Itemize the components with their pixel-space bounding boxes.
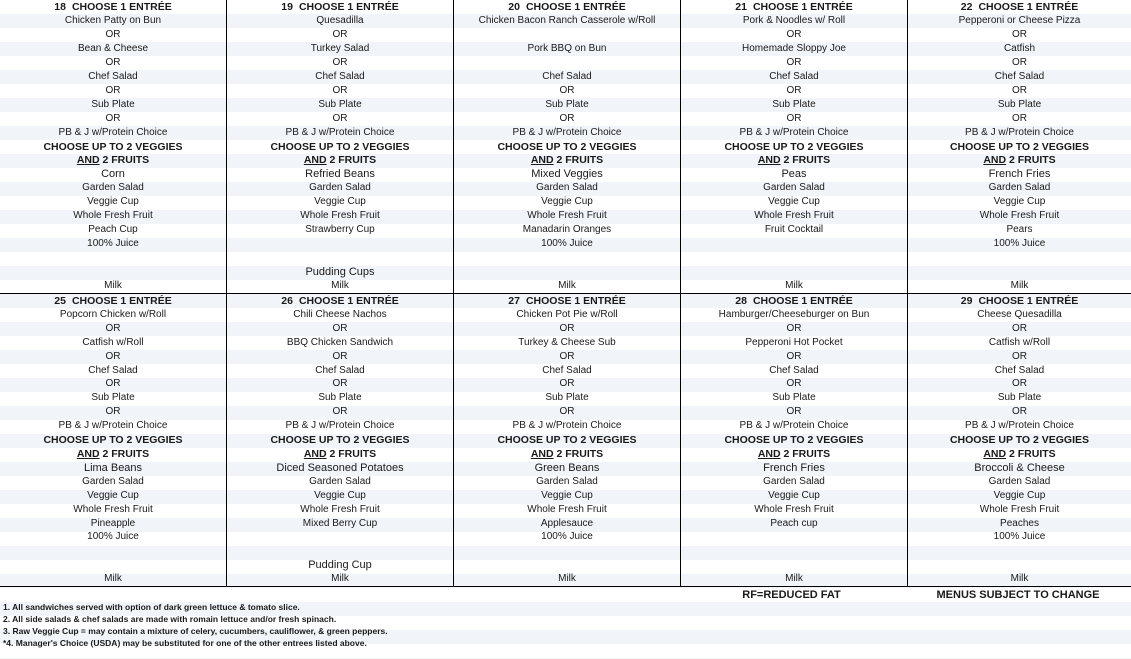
side-item: Whole Fresh Fruit [979,503,1060,515]
side-item: Garden Salad [309,475,371,487]
and-word: AND [76,154,100,167]
or-separator: OR [105,406,121,418]
side-item: Pudding Cup [308,559,372,572]
entree-option: Chef Salad [994,70,1045,82]
day-header [454,294,680,308]
side-item: 100% Juice [541,238,593,250]
entree-option: Chef Salad [994,364,1045,376]
and-word: AND [757,154,781,167]
entree-option: Sub Plate [545,392,589,404]
side-item: Veggie Cup [314,196,366,208]
or-separator: OR [786,322,802,334]
fruits-heading [454,153,680,167]
fruits-text: 2 FRUITS [326,447,377,460]
milk-item: Milk [331,280,349,292]
side-item: Garden Salad [82,182,144,194]
fruits-heading [681,153,907,167]
side-item [454,558,680,572]
fruits-heading [908,153,1131,167]
side-item: Veggie Cup [314,489,366,501]
day-header-label: CHOOSE 1 ENTRÉE [525,1,626,13]
milk-item: Milk [1010,280,1029,292]
or-separator: OR [559,322,575,334]
side-item: Peach Cup [88,224,138,236]
side-item [681,558,907,572]
day-column [454,294,681,586]
day-header-label: CHOOSE 1 ENTRÉE [978,295,1079,307]
entree-option: Chef Salad [315,70,365,82]
day-header [227,0,453,14]
side-item: Peas [781,168,807,181]
entree-option: Pepperoni Hot Pocket [745,336,843,348]
or-separator: OR [1012,350,1027,362]
day-date: 18 [54,1,66,13]
side-item: Diced Seasoned Potatoes [276,461,404,474]
entree-option: PB & J w/Protein Choice [739,126,849,138]
side-item [681,265,907,279]
side-item: Veggie Cup [87,489,139,501]
or-separator: OR [786,406,802,418]
side-item: Pineapple [90,517,136,529]
day-column [908,0,1131,293]
day-date: 22 [960,1,973,13]
or-separator: OR [1012,112,1027,124]
entree-option: Chicken Patty on Bun [64,14,162,26]
entree-option: PB & J w/Protein Choice [58,126,168,138]
entree-option: Catfish [1003,42,1036,54]
or-separator: OR [332,350,348,362]
side-item [908,251,1131,265]
side-item: Applesauce [540,517,594,529]
day-header-label: CHOOSE 1 ENTRÉE [978,1,1079,13]
day-header-label: CHOOSE 1 ENTRÉE [752,295,853,307]
side-item: French Fries [763,461,825,474]
or-separator: OR [786,378,802,390]
side-item: Veggie Cup [993,196,1046,208]
day-header [0,294,226,308]
or-separator: OR [559,350,575,362]
day-header-label: CHOOSE 1 ENTRÉE [752,1,853,13]
day-date: 27 [508,295,520,307]
day-date: 28 [735,295,747,307]
entree-option: PB & J w/Protein Choice [512,420,622,432]
side-item [681,530,907,544]
veggies-heading: CHOOSE UP TO 2 VEGGIES [724,140,864,153]
and-word: AND [303,447,327,460]
fruits-text: 2 FRUITS [1006,447,1056,460]
side-item: Garden Salad [536,182,598,194]
entree-option: Sub Plate [772,392,816,404]
entree-option: BBQ Chicken Sandwich [286,336,394,348]
side-item: 100% Juice [993,238,1046,250]
or-separator: OR [105,322,121,334]
or-separator: OR [559,378,575,390]
or-separator: OR [105,84,121,96]
side-item [454,265,680,279]
day-column [0,0,227,293]
fruits-text: 2 FRUITS [99,154,150,167]
or-separator: OR [1012,28,1027,40]
or-separator: OR [1012,84,1027,96]
veggies-heading: CHOOSE UP TO 2 VEGGIES [497,140,637,153]
entree-option: PB & J w/Protein Choice [965,126,1074,138]
side-item: Veggie Cup [87,196,139,208]
day-header [908,0,1131,14]
fruits-text: 2 FRUITS [553,154,604,167]
entree-option: Chef Salad [542,364,592,376]
veggies-heading: CHOOSE UP TO 2 VEGGIES [724,434,864,447]
side-item [0,558,226,572]
day-date: 20 [508,1,520,13]
milk-item: Milk [1010,573,1029,585]
fruits-heading [227,153,453,167]
fruits-heading [908,447,1131,461]
side-item: Pears [1006,224,1033,236]
side-item: Garden Salad [988,182,1051,194]
fruits-heading [227,447,453,461]
day-header-label: CHOOSE 1 ENTRÉE [298,1,399,13]
entree-option: Popcorn Chicken w/Roll [59,308,167,320]
entree-option: Chef Salad [88,364,138,376]
footnote: 1. All sandwiches served with option of dark green lettuce & tomato slice. [3,602,300,612]
side-item: Peach cup [770,517,818,529]
or-separator: OR [786,350,802,362]
veggies-heading: CHOOSE UP TO 2 VEGGIES [949,434,1090,447]
side-item: 100% Juice [993,531,1046,543]
milk-item: Milk [104,573,122,585]
day-header-label: CHOOSE 1 ENTRÉE [525,295,626,307]
side-item: Green Beans [534,461,600,474]
and-word: AND [757,447,781,460]
or-separator: OR [332,406,348,418]
entree-option: Sub Plate [318,392,362,404]
entree-option: PB & J w/Protein Choice [285,420,395,432]
milk-item: Milk [785,280,803,292]
day-column [908,294,1131,586]
entree-option: Chicken Bacon Ranch Casserole w/Roll [478,14,656,26]
entree-option: Catfish w/Roll [988,336,1051,348]
footnote: *4. Manager's Choice (USDA) may be substituted for one of the other entrees listed above. [3,638,367,648]
side-item [908,558,1131,572]
fruits-text: 2 FRUITS [553,447,604,460]
side-item [227,251,453,265]
or-separator: OR [332,84,348,96]
or-separator: OR [332,322,348,334]
week-row-2 [0,294,1131,587]
entree-option: Chicken Pot Pie w/Roll [516,308,618,320]
day-column [681,294,908,586]
side-item: Garden Salad [309,182,371,194]
side-item [454,544,680,558]
side-item [681,237,907,251]
and-word: AND [983,154,1007,167]
milk-item: Milk [558,573,576,585]
side-item: Garden Salad [988,475,1051,487]
side-item: Whole Fresh Fruit [73,210,153,222]
side-item [0,265,226,279]
side-item [908,544,1131,558]
side-item: Whole Fresh Fruit [300,210,380,222]
veggies-heading: CHOOSE UP TO 2 VEGGIES [949,140,1090,153]
fruits-text: 2 FRUITS [1006,154,1056,167]
entree-option: PB & J w/Protein Choice [965,420,1074,432]
entree-option [454,56,680,70]
entree-option: Sub Plate [997,392,1042,404]
milk-item: Milk [785,573,803,585]
side-item: Strawberry Cup [305,224,375,236]
day-column [454,0,681,293]
day-date: 21 [735,1,747,13]
or-separator: OR [105,378,121,390]
fruits-heading [681,447,907,461]
side-item: Veggie Cup [993,489,1046,501]
entree-option: Sub Plate [91,98,135,110]
entree-option: Chef Salad [769,364,819,376]
day-column [681,0,908,293]
entree-option: Hamburger/Cheeseburger on Bun [718,308,870,320]
or-separator: OR [105,28,121,40]
entree-option: Chef Salad [769,70,819,82]
milk-item: Milk [104,280,122,292]
milk-item: Milk [558,280,576,292]
entree-option: Homemade Sloppy Joe [742,42,846,54]
day-date: 19 [281,1,293,13]
or-separator: OR [786,28,802,40]
side-item: Garden Salad [82,475,144,487]
veggies-heading: CHOOSE UP TO 2 VEGGIES [497,434,637,447]
side-item: Whole Fresh Fruit [300,503,380,515]
footer-labels [0,587,1131,601]
entree-option: Pork BBQ on Bun [527,42,607,54]
fruits-text: 2 FRUITS [326,154,377,167]
side-item: Garden Salad [763,475,825,487]
side-item [681,544,907,558]
day-date: 29 [960,295,973,307]
side-item: Pudding Cups [305,266,375,279]
side-item: Mixed Berry Cup [302,517,378,529]
entree-option: PB & J w/Protein Choice [739,420,849,432]
side-item: Veggie Cup [541,196,593,208]
or-separator: OR [559,84,575,96]
side-item: Garden Salad [763,182,825,194]
day-header-label: CHOOSE 1 ENTRÉE [298,295,399,307]
or-separator: OR [786,84,802,96]
side-item: Whole Fresh Fruit [754,503,834,515]
day-header-label: CHOOSE 1 ENTRÉE [71,1,172,13]
day-column [227,0,454,293]
veggies-heading: CHOOSE UP TO 2 VEGGIES [43,434,183,447]
entree-option: Sub Plate [545,98,589,110]
fruits-heading [0,153,226,167]
entree-option: Chili Cheese Nachos [293,308,387,320]
day-header [227,294,453,308]
entree-option: Cheese Quesadilla [977,308,1062,320]
side-item: 100% Juice [87,531,139,543]
side-item [227,237,453,251]
footnote: 2. All side salads & chef salads are made with romain lettuce and/or fresh spinach. [3,614,337,624]
entree-option: Turkey Salad [310,42,370,54]
entree-option: Chef Salad [542,70,592,82]
entree-option: Sub Plate [772,98,816,110]
side-item: 100% Juice [87,238,139,250]
day-header [681,294,907,308]
side-item [227,544,453,558]
or-separator: OR [1012,56,1027,68]
and-word: AND [530,154,554,167]
entree-option: PB & J w/Protein Choice [285,126,395,138]
or-separator: OR [105,56,121,68]
side-item: Manadarin Oranges [522,224,612,236]
side-item [227,530,453,544]
day-header [681,0,907,14]
entree-option [454,28,680,42]
day-header [454,0,680,14]
fruits-text: 2 FRUITS [780,447,831,460]
veggies-heading: CHOOSE UP TO 2 VEGGIES [270,140,410,153]
or-separator: OR [1012,322,1027,334]
or-separator: OR [332,56,348,68]
side-item: Fruit Cocktail [764,224,824,236]
side-item: Mixed Veggies [531,168,603,181]
day-header-label: CHOOSE 1 ENTRÉE [71,295,172,307]
entree-option: Quesadilla [316,14,364,26]
day-column [0,294,227,586]
fruits-text: 2 FRUITS [99,447,150,460]
side-item: Veggie Cup [768,489,820,501]
entree-option: Chef Salad [315,364,365,376]
day-date: 26 [281,295,293,307]
reduced-fat-note: RF=REDUCED FAT [742,589,841,601]
footnotes [3,601,388,649]
or-separator: OR [786,56,802,68]
entree-option: Catfish w/Roll [82,336,144,348]
and-word: AND [76,447,100,460]
or-separator: OR [332,28,348,40]
day-column [227,294,454,586]
side-item: Peaches [1000,517,1039,529]
side-item: Whole Fresh Fruit [527,210,607,222]
side-item: Veggie Cup [768,196,820,208]
side-item: Veggie Cup [541,489,593,501]
or-separator: OR [105,112,121,124]
entree-option: Sub Plate [318,98,362,110]
side-item: Broccoli & Cheese [974,461,1065,474]
day-date: 25 [54,295,66,307]
or-separator: OR [1012,378,1027,390]
fruits-text: 2 FRUITS [780,154,831,167]
side-item: Whole Fresh Fruit [527,503,607,515]
or-separator: OR [1012,406,1027,418]
side-item: Corn [101,168,125,181]
veggies-heading: CHOOSE UP TO 2 VEGGIES [43,140,183,153]
or-separator: OR [559,112,575,124]
side-item: Whole Fresh Fruit [979,210,1060,222]
entree-option: Pork & Noodles w/ Roll [742,14,846,26]
side-item [454,251,680,265]
week-row-1 [0,0,1131,294]
side-item [0,544,226,558]
side-item [908,265,1131,279]
side-item: 100% Juice [541,531,593,543]
menus-subject-to-change: MENUS SUBJECT TO CHANGE [936,589,1100,601]
footnote: 3. Raw Veggie Cup = may contain a mixture of celery, cucumbers, cauliflower, & green peppers. [3,626,388,636]
entree-option: PB & J w/Protein Choice [58,420,168,432]
side-item: Garden Salad [536,475,598,487]
and-word: AND [983,447,1007,460]
entree-option: Sub Plate [997,98,1042,110]
side-item: Refried Beans [305,168,375,181]
entree-option: Bean & Cheese [77,42,149,54]
day-header [908,294,1131,308]
milk-item: Milk [331,573,349,585]
or-separator: OR [332,378,348,390]
or-separator: OR [105,350,121,362]
day-header [0,0,226,14]
entree-option: Chef Salad [88,70,138,82]
entree-option: Turkey & Cheese Sub [518,336,616,348]
side-item: French Fries [988,168,1051,181]
veggies-heading: CHOOSE UP TO 2 VEGGIES [270,434,410,447]
fruits-heading [454,447,680,461]
side-item [0,251,226,265]
side-item [681,251,907,265]
and-word: AND [303,154,327,167]
entree-option: Pepperoni or Cheese Pizza [958,14,1081,26]
fruits-heading [0,447,226,461]
or-separator: OR [559,406,575,418]
entree-option: Sub Plate [91,392,135,404]
side-item: Lima Beans [83,461,143,474]
side-item: Whole Fresh Fruit [754,210,834,222]
and-word: AND [530,447,554,460]
or-separator: OR [332,112,348,124]
side-item: Whole Fresh Fruit [73,503,153,515]
or-separator: OR [786,112,802,124]
entree-option: PB & J w/Protein Choice [512,126,622,138]
